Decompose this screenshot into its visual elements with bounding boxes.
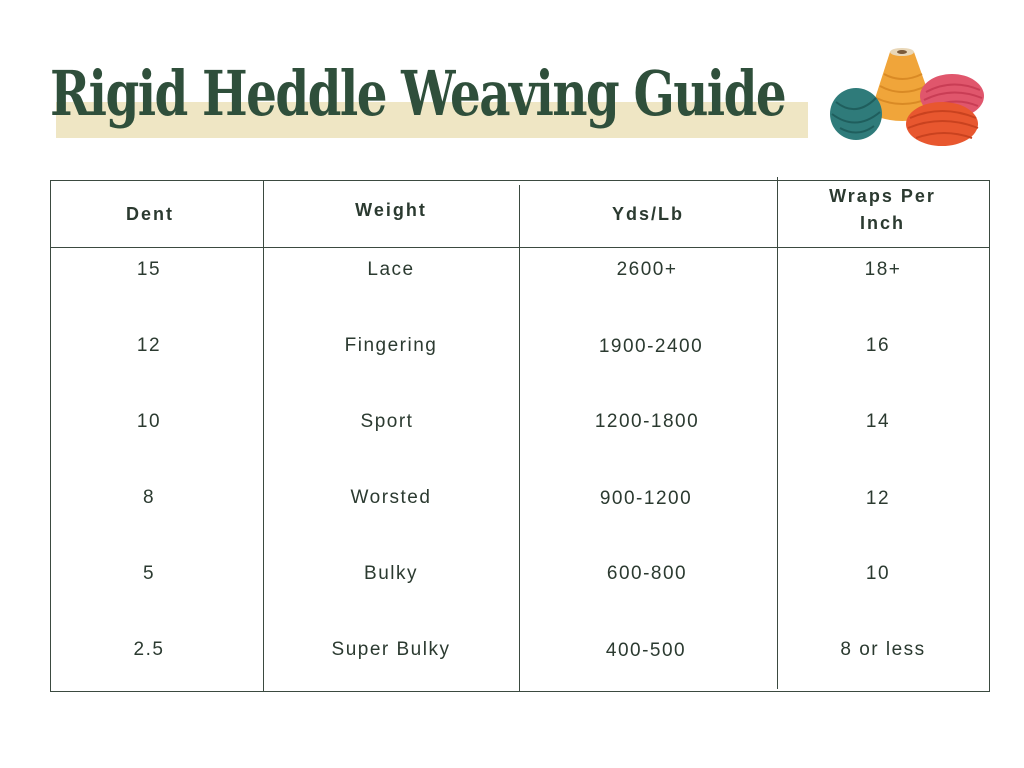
wpi-cell: 8 or less (840, 639, 926, 660)
yds-cell: 2600+ (616, 259, 678, 280)
weight-cell: Worsted (350, 487, 432, 508)
dent-cell: 12 (136, 335, 162, 356)
weight-cell: Super Bulky (331, 639, 451, 660)
header-wraps-per-inch: Wraps Per Inch (829, 186, 936, 233)
weight-cell: Sport (360, 411, 414, 432)
wpi-cell: 10 (865, 563, 891, 584)
dent-cell: 5 (142, 563, 156, 584)
wpi-cell: 16 (865, 335, 891, 356)
dent-cell: 2.5 (133, 639, 165, 660)
dent-cell: 10 (136, 411, 162, 432)
wpi-cell: 14 (865, 411, 891, 432)
yds-cell: 1900-2400 (598, 336, 704, 357)
column-divider (777, 177, 778, 689)
title-block (50, 52, 820, 152)
yds-cell: 600-800 (606, 563, 688, 584)
dent-cell: 15 (136, 259, 162, 280)
weight-cell: Fingering (344, 335, 438, 356)
page-title: Rigid Heddle Weaving Guide (50, 57, 786, 130)
weight-cell: Lace (367, 259, 415, 280)
yds-cell: 900-1200 (599, 488, 693, 509)
yds-cell: 1200-1800 (594, 411, 700, 432)
wpi-cell: 18+ (864, 259, 902, 280)
yds-cell: 400-500 (605, 640, 687, 661)
header-divider (50, 247, 990, 248)
dent-cell: 8 (142, 487, 156, 508)
column-divider (989, 181, 990, 691)
weaving-table (50, 180, 990, 692)
weight-cell: Bulky (364, 563, 418, 584)
header-dent: Dent (126, 203, 174, 224)
wpi-cell: 12 (865, 488, 891, 509)
column-divider (50, 181, 51, 691)
header-yds-per-lb: Yds/Lb (611, 203, 684, 224)
column-divider (519, 185, 520, 691)
yarn-balls-icon (826, 44, 992, 148)
column-divider (263, 181, 264, 691)
header-weight: Weight (355, 199, 427, 220)
